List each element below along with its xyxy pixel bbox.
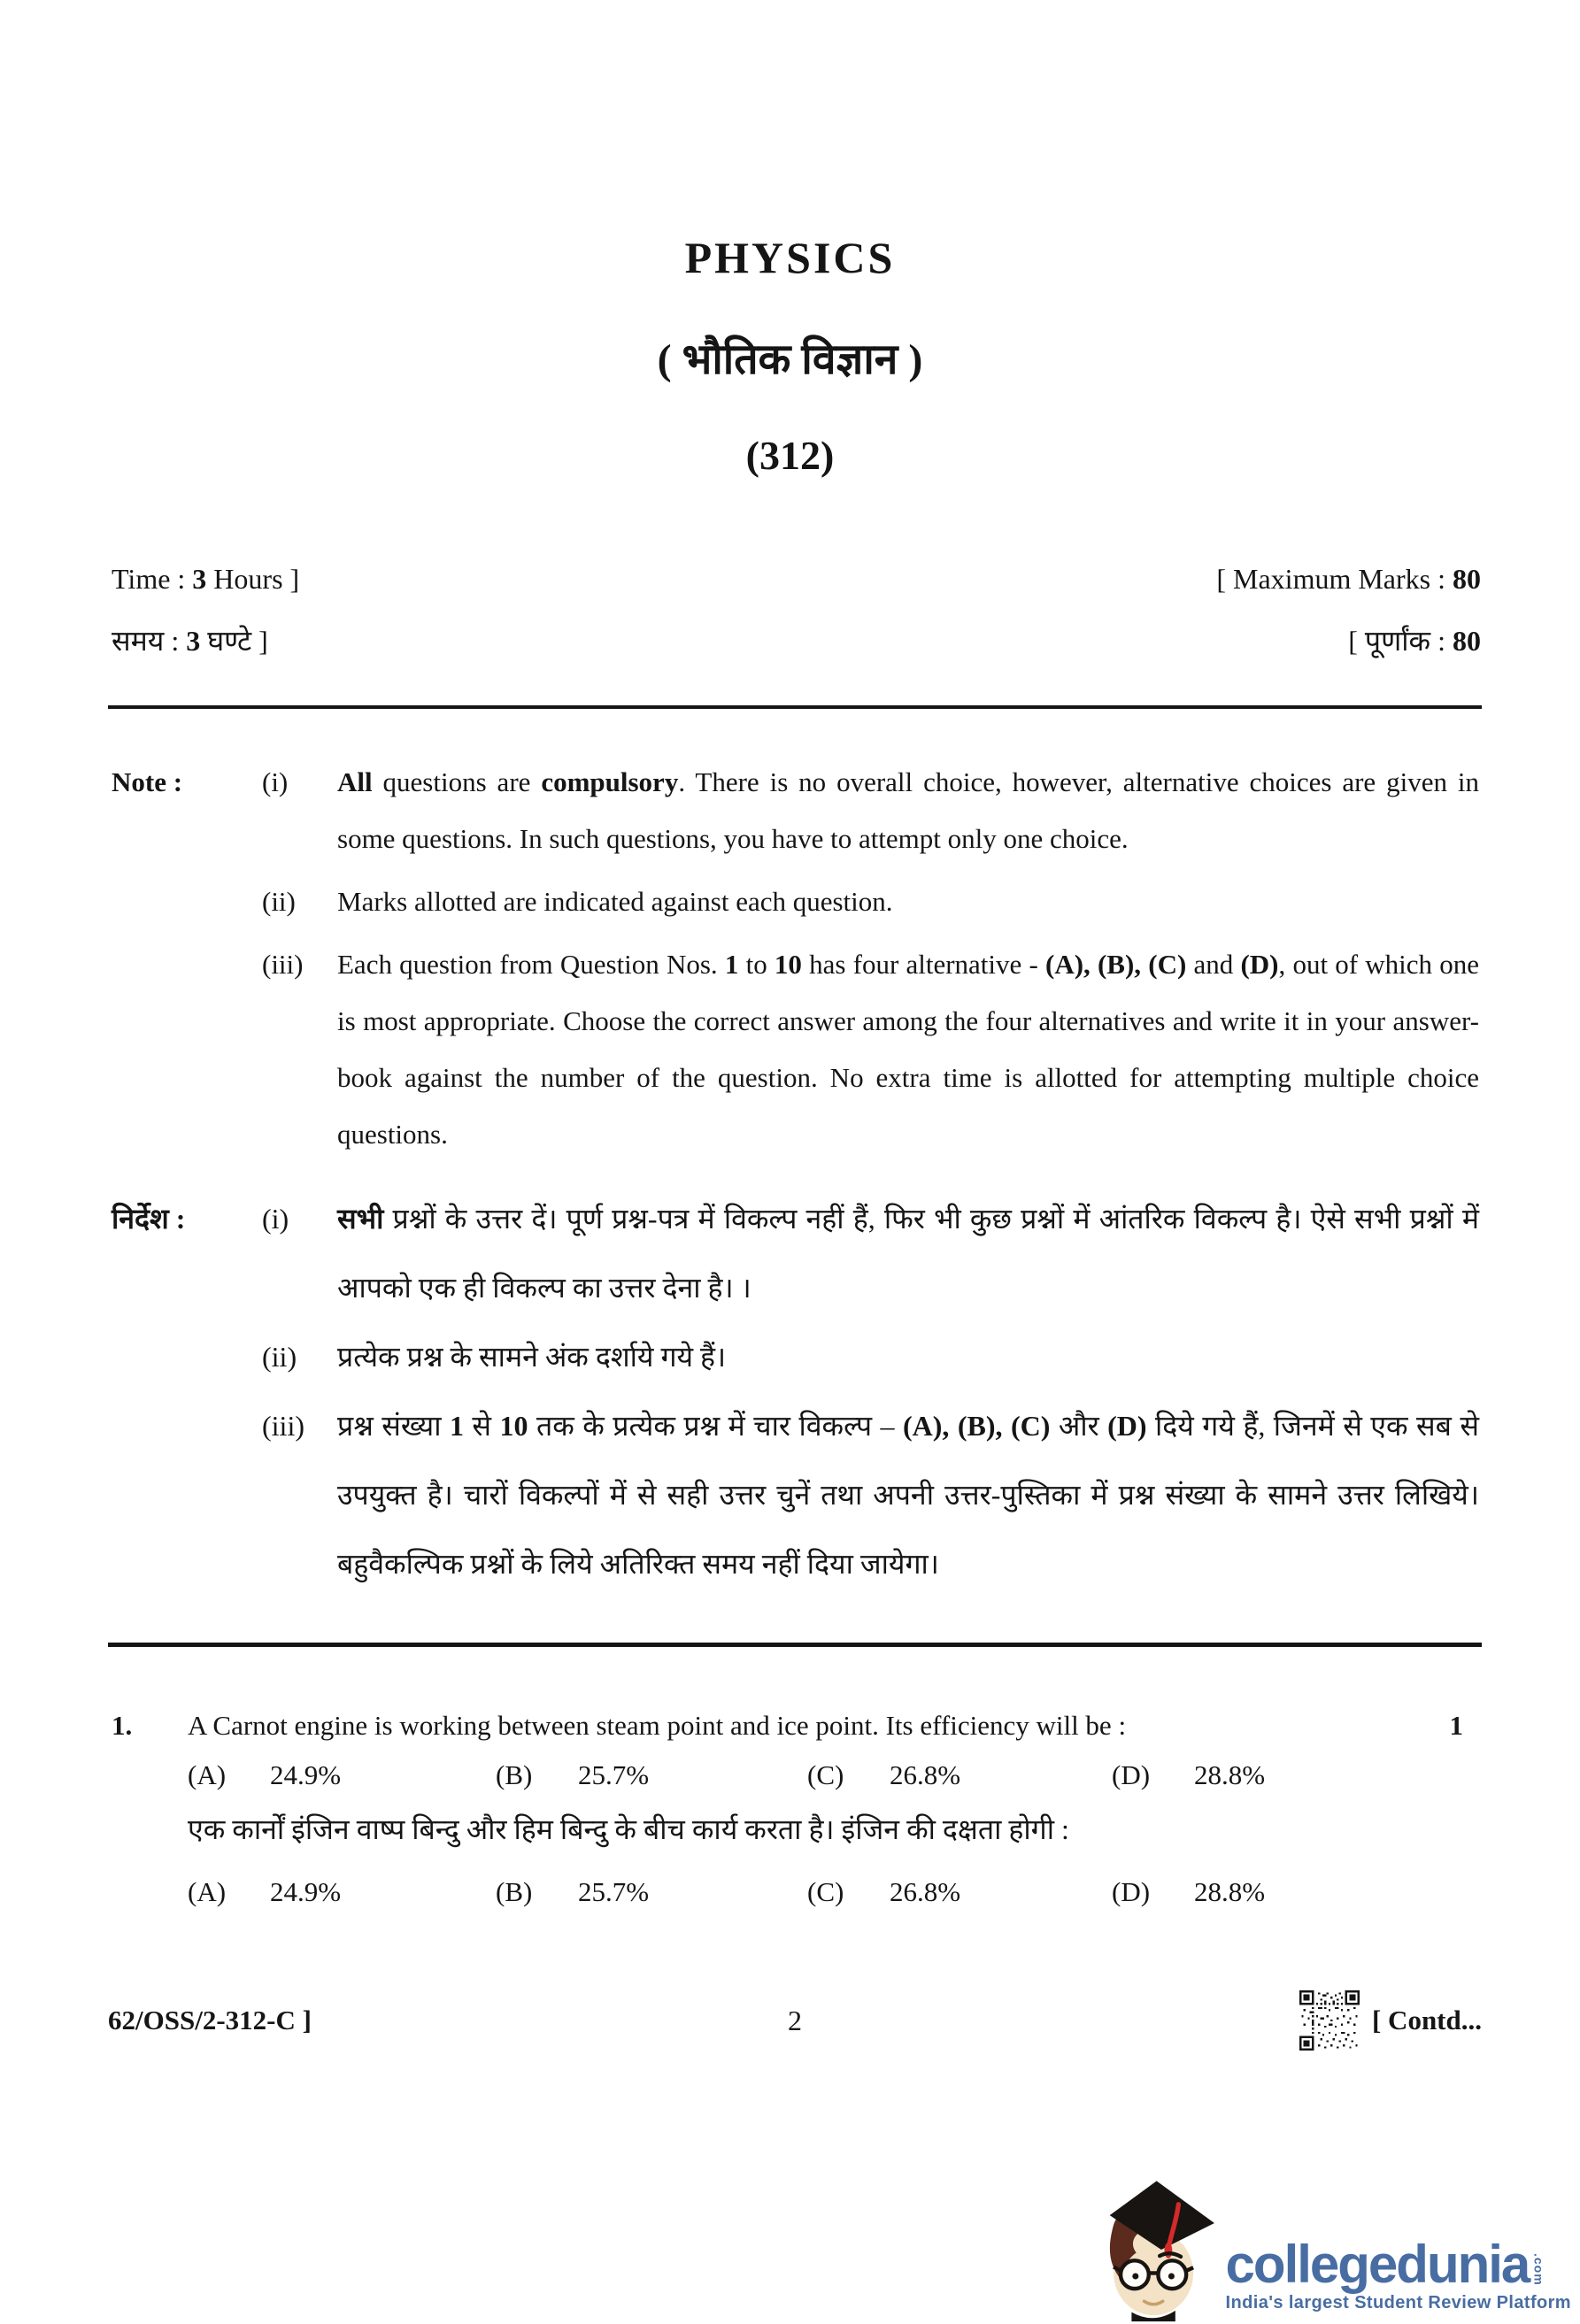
- options-row-english: [112, 1758, 1481, 1793]
- time-label-hindi: समय :: [112, 625, 187, 657]
- option-value: 24.9%: [270, 1759, 342, 1790]
- nirdesh-item-text: [337, 1322, 1481, 1391]
- option-value: 24.9%: [270, 1876, 342, 1907]
- text-segment: (A), (B), (C): [902, 1410, 1051, 1442]
- nirdesh-item-text: [337, 1391, 1481, 1598]
- question-marks: 1: [1449, 1710, 1463, 1741]
- text-segment: सभी: [337, 1203, 384, 1235]
- option-letter: (B): [496, 1759, 533, 1790]
- note-item-text: [337, 754, 1481, 867]
- note-item-number: (iii): [262, 949, 304, 980]
- option-letter: (D): [1112, 1759, 1151, 1790]
- note-label: Note :: [112, 766, 183, 797]
- text-segment: Each question from Question Nos.: [337, 949, 725, 980]
- text-segment: और: [1050, 1410, 1108, 1442]
- nirdesh-item-i: [112, 1184, 1481, 1322]
- page-footer: [108, 1988, 1482, 2053]
- text-segment: , out of which one is most appropriate. Choose the correct answer among the four alternatives and write it in your answer-book against the number of the question. No extra time is allotted for attempting multiple choice questions.: [337, 949, 1479, 1150]
- text-segment: प्रत्येक प्रश्न के सामने अंक दर्शाये गये हैं।: [337, 1341, 727, 1373]
- note-item-text: [337, 873, 1481, 930]
- time-marks-row-english: [112, 563, 1481, 596]
- option-value: 26.8%: [890, 1876, 961, 1907]
- text-segment: दिये गये हैं, जिनमें से एक सब से उपयुक्त है। चारों विकल्पों में से सही उत्तर चुनें तथा अपनी उत्तर-पुस्तिका में प्रश्न संख्या के सामने उत्तर लिखिये। बहुवैकल्पिक प्रश्नों के लिये अतिरिक्त समय नहीं दिया जायेगा।: [337, 1410, 1480, 1580]
- option-item: [1112, 1874, 1265, 1910]
- option-letter: (A): [188, 1759, 227, 1790]
- nirdesh-item-text: [337, 1184, 1481, 1322]
- nirdesh-item-number: (ii): [262, 1341, 297, 1373]
- question-number: 1.: [112, 1710, 133, 1741]
- nirdesh-label: निर्देश :: [112, 1203, 186, 1235]
- text-segment: questions are: [372, 766, 542, 797]
- note-item-text: [337, 936, 1481, 1163]
- text-segment: प्रश्नों के उत्तर दें। पूर्ण प्रश्न-पत्र में विकल्प नहीं हैं, फिर भी कुछ प्रश्नों में आंतरिक विकल्प है। ऐसे सभी प्रश्नों में आपको एक ही विकल्प का उत्तर देना है। ।: [337, 1203, 1479, 1304]
- maximum-marks-hindi: [1348, 621, 1481, 659]
- continued-label: [ Contd...: [1371, 2005, 1482, 2035]
- note-item-ii: [112, 873, 1481, 930]
- time-value: 3: [192, 563, 207, 595]
- time-allowed-english: [112, 563, 299, 596]
- page-number: 2: [788, 2004, 802, 2036]
- option-letter: (A): [188, 1876, 227, 1907]
- marks-label-hindi: [ पूर्णांक :: [1348, 625, 1453, 657]
- text-segment: All: [337, 766, 373, 797]
- time-value-hindi: 3: [186, 625, 201, 657]
- note-item-number: (i): [262, 766, 289, 797]
- time-suffix-hindi: घण्टे ]: [200, 625, 268, 657]
- paper-code: (312): [745, 433, 835, 478]
- note-section-english: [112, 754, 1481, 1169]
- text-segment: to: [738, 949, 775, 980]
- option-value: 28.8%: [1194, 1759, 1266, 1790]
- time-allowed-hindi: [112, 621, 268, 659]
- option-item: [188, 1874, 496, 1910]
- text-segment: प्रश्न संख्या: [337, 1410, 450, 1442]
- brand-domain: .com: [1531, 2253, 1546, 2286]
- time-label: Time :: [112, 563, 193, 595]
- question-text-hindi: एक कार्नों इंजिन वाष्प बिन्दु और हिम बिन्दु के बीच कार्य करता है। इंजिन की दक्षता होगी :: [188, 1813, 1069, 1845]
- text-segment: 10: [499, 1410, 528, 1442]
- time-marks-row-hindi: [112, 621, 1481, 655]
- note-item-i: [112, 754, 1481, 867]
- collegedunia-logo: [1088, 2177, 1571, 2322]
- option-value: 25.7%: [578, 1759, 650, 1790]
- text-segment: से: [463, 1410, 500, 1442]
- time-suffix: Hours ]: [206, 563, 300, 595]
- option-item: [807, 1874, 1112, 1910]
- text-segment: has four alternative -: [801, 949, 1045, 980]
- text-segment: 10: [774, 949, 802, 980]
- paper-reference: 62/OSS/2-312-C ]: [108, 2005, 312, 2035]
- brand-row: [1225, 2234, 1571, 2294]
- text-segment: Marks allotted are indicated against each question.: [337, 886, 893, 917]
- option-item: [1112, 1758, 1265, 1793]
- note-section-hindi: [112, 1184, 1481, 1598]
- nirdesh-item-number: (i): [262, 1203, 289, 1235]
- text-segment: and: [1186, 949, 1241, 980]
- text-segment: (D): [1240, 949, 1279, 980]
- note-item-number: (ii): [262, 886, 296, 917]
- option-item: [496, 1874, 807, 1910]
- nirdesh-item-ii: [112, 1322, 1481, 1391]
- marks-value: 80: [1453, 563, 1481, 595]
- text-segment: 1: [449, 1410, 464, 1442]
- page-title: PHYSICS: [684, 233, 896, 282]
- option-item: [496, 1758, 807, 1793]
- text-segment: (A), (B), (C): [1045, 949, 1187, 980]
- option-item: [188, 1758, 496, 1793]
- brand-name: collegedunia: [1225, 2234, 1530, 2294]
- options-row-hindi: [112, 1874, 1481, 1910]
- marks-value-hindi: 80: [1453, 625, 1481, 657]
- text-segment: compulsory: [541, 766, 679, 797]
- collegedunia-mascot-icon: [1088, 2177, 1221, 2322]
- text-segment: 1: [724, 949, 739, 980]
- question-text-english: A Carnot engine is working between steam point and ice point. Its efficiency will be :: [188, 1710, 1127, 1741]
- option-value: 25.7%: [578, 1876, 650, 1907]
- text-segment: तक के प्रत्येक प्रश्न में चार विकल्प –: [528, 1410, 903, 1442]
- brand-tagline: India's largest Student Review Platform: [1225, 2293, 1571, 2312]
- option-letter: (B): [496, 1876, 533, 1907]
- option-item: [807, 1758, 1112, 1793]
- time-marks-block: [112, 563, 1481, 680]
- note-item-iii: [112, 936, 1481, 1163]
- option-letter: (C): [807, 1876, 844, 1907]
- divider-line-top: [108, 705, 1482, 709]
- marks-label: [ Maximum Marks :: [1216, 563, 1453, 595]
- nirdesh-item-iii: [112, 1391, 1481, 1598]
- option-value: 28.8%: [1194, 1876, 1266, 1907]
- option-value: 26.8%: [890, 1759, 961, 1790]
- page-title-hindi: ( भौतिक विज्ञान ): [657, 336, 923, 383]
- text-segment: . There is no overall choice, however, alternative choices are given in some questions. In such questions, you have to attempt only one choice.: [337, 766, 1479, 854]
- nirdesh-item-number: (iii): [262, 1410, 304, 1442]
- divider-line-bottom: [108, 1643, 1482, 1647]
- question-row: [112, 1706, 1481, 1745]
- question-1: [112, 1706, 1481, 1910]
- logo-text-block: [1225, 2234, 1571, 2322]
- option-letter: (C): [807, 1759, 844, 1790]
- maximum-marks-english: [1216, 563, 1481, 596]
- option-letter: (D): [1112, 1876, 1151, 1907]
- text-segment: (D): [1107, 1410, 1147, 1442]
